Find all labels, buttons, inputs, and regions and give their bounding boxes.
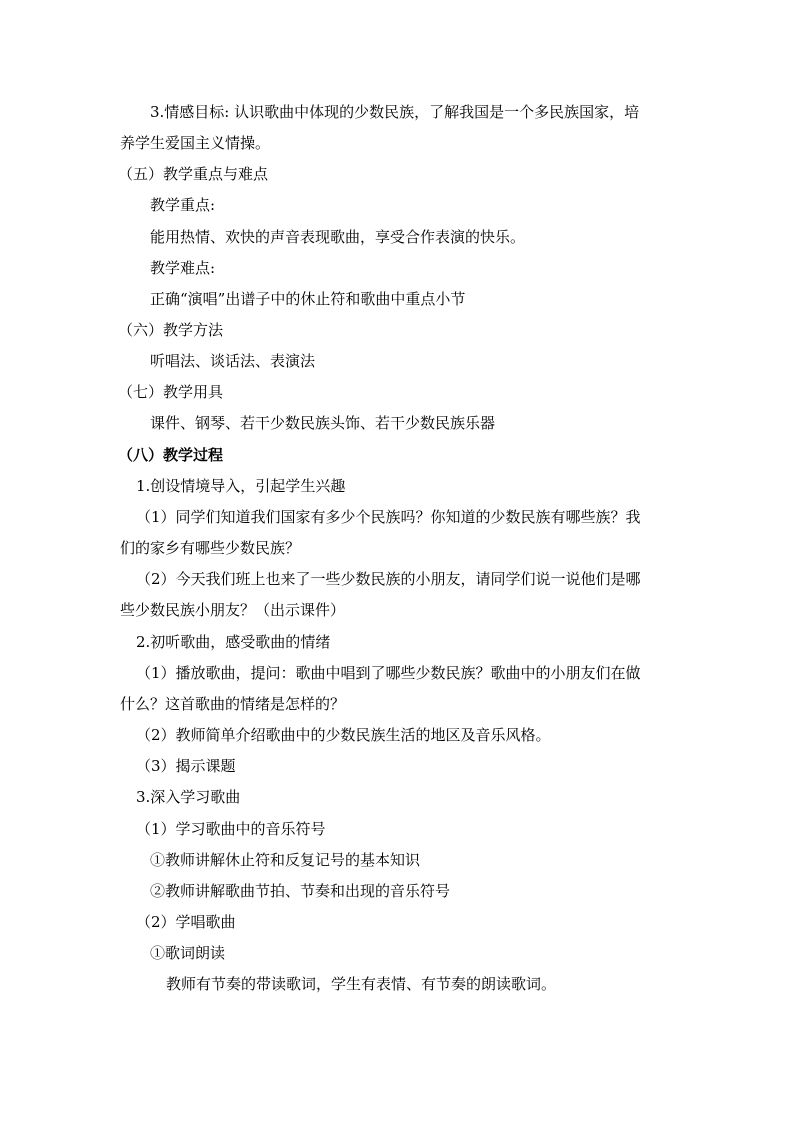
text-line: 教师有节奏的带读歌词，学生有表情、有节奏的朗读歌词。 xyxy=(166,975,557,993)
text-line: 课件、钢琴、若干少数民族头饰、若干少数民族乐器 xyxy=(150,414,496,432)
text-line: 能用热情、欢快的声音表现歌曲，享受合作表演的快乐。 xyxy=(150,228,526,246)
text-line: 教学重点: xyxy=(150,196,216,214)
text-line: （1）学习歌曲中的音乐符号 xyxy=(136,820,326,838)
text-line: 3.情感目标: 认识歌曲中体现的少数民族，了解我国是一个多民族国家，培 xyxy=(150,103,640,121)
text-line: ①教师讲解休止符和反复记号的基本知识 xyxy=(150,851,421,869)
text-line: 正确“演唱”出谱子中的休止符和歌曲中重点小节 xyxy=(150,290,466,308)
text-line: （3）揭示课题 xyxy=(136,757,236,775)
section-heading: （七）教学用具 xyxy=(118,383,224,401)
text-line: 些少数民族小朋友？（出示课件） xyxy=(120,601,346,619)
text-line: 3.深入学习歌曲 xyxy=(136,788,241,806)
text-line: ②教师讲解歌曲节拍、节奏和出现的音乐符号 xyxy=(150,882,451,900)
text-line: （1）同学们知道我们国家有多少个民族吗？你知道的少数民族有哪些族？我 xyxy=(136,508,641,526)
text-line: 1.创设情境导入，引起学生兴趣 xyxy=(136,477,346,495)
text-line: 教学难点: xyxy=(150,259,216,277)
text-line: （2）今天我们班上也来了一些少数民族的小朋友，请同学们说一说他们是哪 xyxy=(136,570,641,588)
text-line: （2）教师简单介绍歌曲中的少数民族生活的地区及音乐风格。 xyxy=(136,726,551,744)
text-line: 什么？这首歌曲的情绪是怎样的？ xyxy=(120,695,346,713)
text-line: 们的家乡有哪些少数民族？ xyxy=(120,539,301,557)
text-line: 2.初听歌曲，感受歌曲的情绪 xyxy=(136,633,331,651)
text-line: （1）播放歌曲，提问：歌曲中唱到了哪些少数民族？歌曲中的小朋友们在做 xyxy=(136,664,641,682)
text-line: （2）学唱歌曲 xyxy=(136,913,236,931)
text-line: 听唱法、谈话法、表演法 xyxy=(150,352,316,370)
section-heading: （八）教学过程 xyxy=(118,446,224,464)
section-heading: （六）教学方法 xyxy=(118,321,224,339)
text-line: 养学生爱国主义情操。 xyxy=(120,134,271,152)
text-line: ①歌词朗读 xyxy=(150,944,226,962)
section-heading: （五）教学重点与难点 xyxy=(118,165,269,183)
